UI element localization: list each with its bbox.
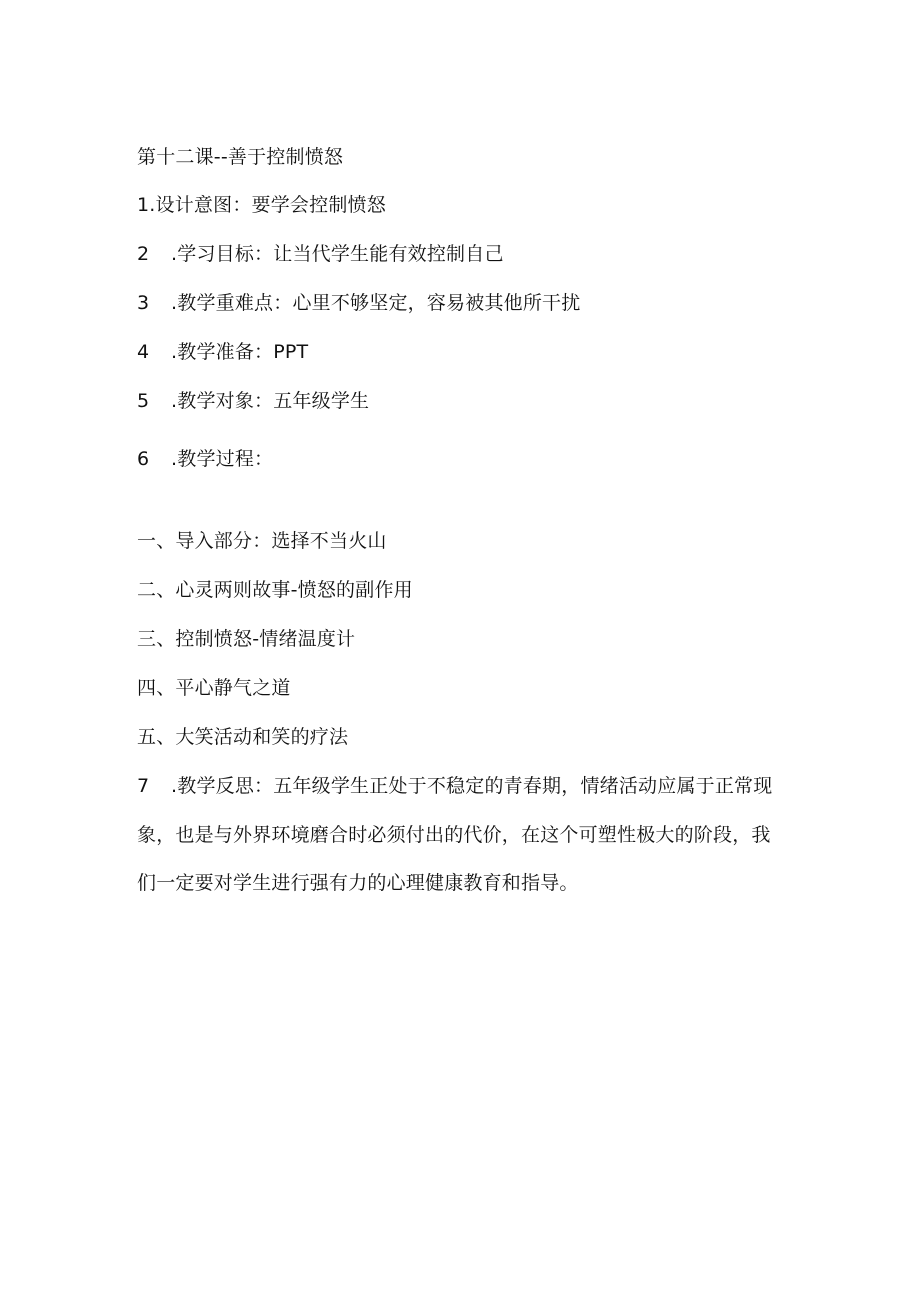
item-text: .教学反思：五年级学生正处于不稳定的青春期，情绪活动应属于正常现象，也是与外界环境磨合时必须付出的代价，在这个可塑性极大的阶段，我们一定要对学生进行强有力的心理健康教育和指导。 (137, 775, 773, 894)
page-title: 第十二课--善于控制愤怒 (137, 146, 344, 168)
list-item-preparation (137, 340, 308, 364)
list-item-reflection (137, 762, 777, 908)
item-text: .学习目标：让当代学生能有效控制自己 (171, 243, 504, 265)
list-item-design-intent (137, 193, 386, 217)
item-text: .教学过程： (171, 448, 274, 470)
process-step: 二、心灵两则故事-愤怒的副作用 (137, 579, 413, 601)
item-text: .教学对象：五年级学生 (171, 390, 370, 412)
item-text: .教学准备：PPT (171, 341, 309, 363)
item-number: 4 (137, 341, 150, 363)
process-step: 四、平心静气之道 (137, 677, 291, 699)
list-item-audience (137, 389, 369, 413)
item-number: 1. (137, 194, 156, 216)
list-item-learning-goal (137, 242, 504, 266)
item-number: 3 (137, 292, 150, 314)
item-number: 5 (137, 390, 150, 412)
item-text: 设计意图：要学会控制愤怒 (155, 194, 386, 216)
list-item-key-points (137, 291, 580, 315)
item-number: 2 (137, 243, 150, 265)
process-step: 三、控制愤怒-情绪温度计 (137, 628, 356, 650)
process-step: 一、导入部分：选择不当火山 (137, 530, 387, 552)
list-item-process (137, 447, 273, 471)
item-number: 7 (137, 775, 150, 797)
item-text: .教学重难点：心里不够坚定，容易被其他所干扰 (171, 292, 581, 314)
process-step: 五、大笑活动和笑的疗法 (137, 726, 349, 748)
item-number: 6 (137, 448, 150, 470)
